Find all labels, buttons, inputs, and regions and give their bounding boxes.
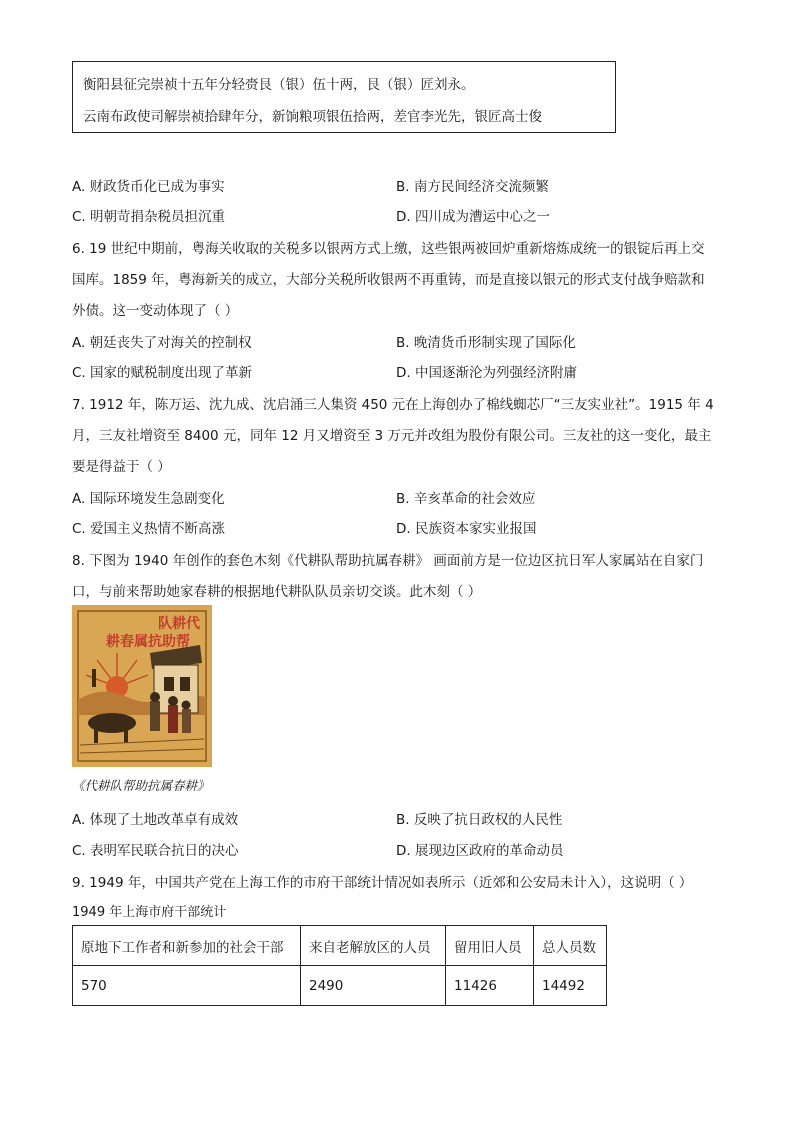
q9-stem-line-1: 9. 1949 年，中国共产党在上海工作的市府干部统计情况如表所示（近郊和公安局未计入），这说明（ ） — [72, 875, 693, 891]
table-header-row — [73, 926, 607, 966]
q9-table-title: 1949 年上海市府干部统计 — [72, 905, 227, 920]
q8-stem-line-2: 口，与前来帮助她家春耕的根据地代耕队队员亲切交谈。此木刻（ ） — [72, 584, 482, 600]
table-cell: 570 — [73, 966, 301, 1006]
q6-option-d[interactable]: D. 中国逐渐沦为列强经济附庸 — [396, 365, 577, 381]
q8-option-d[interactable]: D. 展现边区政府的革命动员 — [396, 843, 564, 859]
q6-stem-line-1: 6. 19 世纪中期前，粤海关收取的关税多以银两方式上缴，这些银两被回炉重新熔炼成统一的银锭后再上交 — [72, 241, 705, 257]
q7-option-b[interactable]: B. 辛亥革命的社会效应 — [396, 491, 536, 507]
table-cell: 2490 — [301, 966, 446, 1006]
q7-stem-line-1: 7. 1912 年，陈万运、沈九成、沈启涌三人集资 450 元在上海创办了棉线蜘芯厂“三友实业社”。1915 年 4 — [72, 397, 714, 413]
table-header-cell: 总人员数 — [534, 926, 607, 966]
q6-option-c[interactable]: C. 国家的赋税制度出现了革新 — [72, 365, 253, 381]
quote-line-2: 云南布政使司解崇祯拾肆年分，新饷粮项银伍拾两，差官李光先，银匠高士俊 — [83, 109, 542, 125]
table-header-cell: 原地下工作者和新参加的社会干部 — [73, 926, 301, 966]
table-cell: 14492 — [534, 966, 607, 1006]
q6-option-a[interactable]: A. 朝廷丧失了对海关的控制权 — [72, 335, 252, 351]
q8-option-a[interactable]: A. 体现了土地改革卓有成效 — [72, 812, 239, 828]
woodcut-caption: 《代耕队帮助抗属春耕》 — [72, 778, 210, 793]
q5-option-b[interactable]: B. 南方民间经济交流频繁 — [396, 179, 549, 195]
q7-option-a[interactable]: A. 国际环境发生急剧变化 — [72, 491, 225, 507]
quote-box — [72, 61, 616, 133]
q5-option-d[interactable]: D. 四川成为漕运中心之一 — [396, 209, 550, 225]
q8-option-b[interactable]: B. 反映了抗日政权的人民性 — [396, 812, 563, 828]
q8-stem-line-1: 8. 下图为 1940 年创作的套色木刻《代耕队帮助抗属春耕》 画面前方是一位边区抗日军人家属站在自家门 — [72, 553, 704, 569]
cadre-stats-table — [72, 925, 607, 1006]
table-header-cell: 留用旧人员 — [446, 926, 534, 966]
q7-option-d[interactable]: D. 民族资本家实业报国 — [396, 521, 537, 537]
table-header-cell: 来自老解放区的人员 — [301, 926, 446, 966]
q8-option-c[interactable]: C. 表明军民联合抗日的决心 — [72, 843, 239, 859]
q7-stem-line-3: 要是得益于（ ） — [72, 459, 171, 475]
woodcut-image — [72, 605, 212, 767]
woodcut-title-line-2: 耕春属抗助帮 — [106, 634, 190, 650]
q7-option-c[interactable]: C. 爱国主义热情不断高涨 — [72, 521, 226, 537]
q6-stem-line-3: 外债。这一变动体现了（ ） — [72, 303, 239, 319]
woodcut-title-line-1: 队耕代 — [158, 616, 200, 632]
table-cell: 11426 — [446, 966, 534, 1006]
q6-stem-line-2: 国库。1859 年，粤海新关的成立，大部分关税所收银两不再重铸，而是直接以银元的形式支付战争赔款和 — [72, 272, 705, 288]
q7-stem-line-2: 月，三友社增资至 8400 元，同年 12 月又增资至 3 万元并改组为股份有限公司。三友社的这一变化，最主 — [72, 428, 712, 444]
q5-option-a[interactable]: A. 财政货币化已成为事实 — [72, 179, 225, 195]
quote-line-1: 衡阳县征完崇祯十五年分轻赍艮（银）伍十两，艮（银）匠刘永。 — [83, 77, 475, 93]
q5-option-c[interactable]: C. 明朝苛捐杂税员担沉重 — [72, 209, 226, 225]
table-row — [73, 966, 607, 1006]
q6-option-b[interactable]: B. 晚清货币形制实现了国际化 — [396, 335, 576, 351]
